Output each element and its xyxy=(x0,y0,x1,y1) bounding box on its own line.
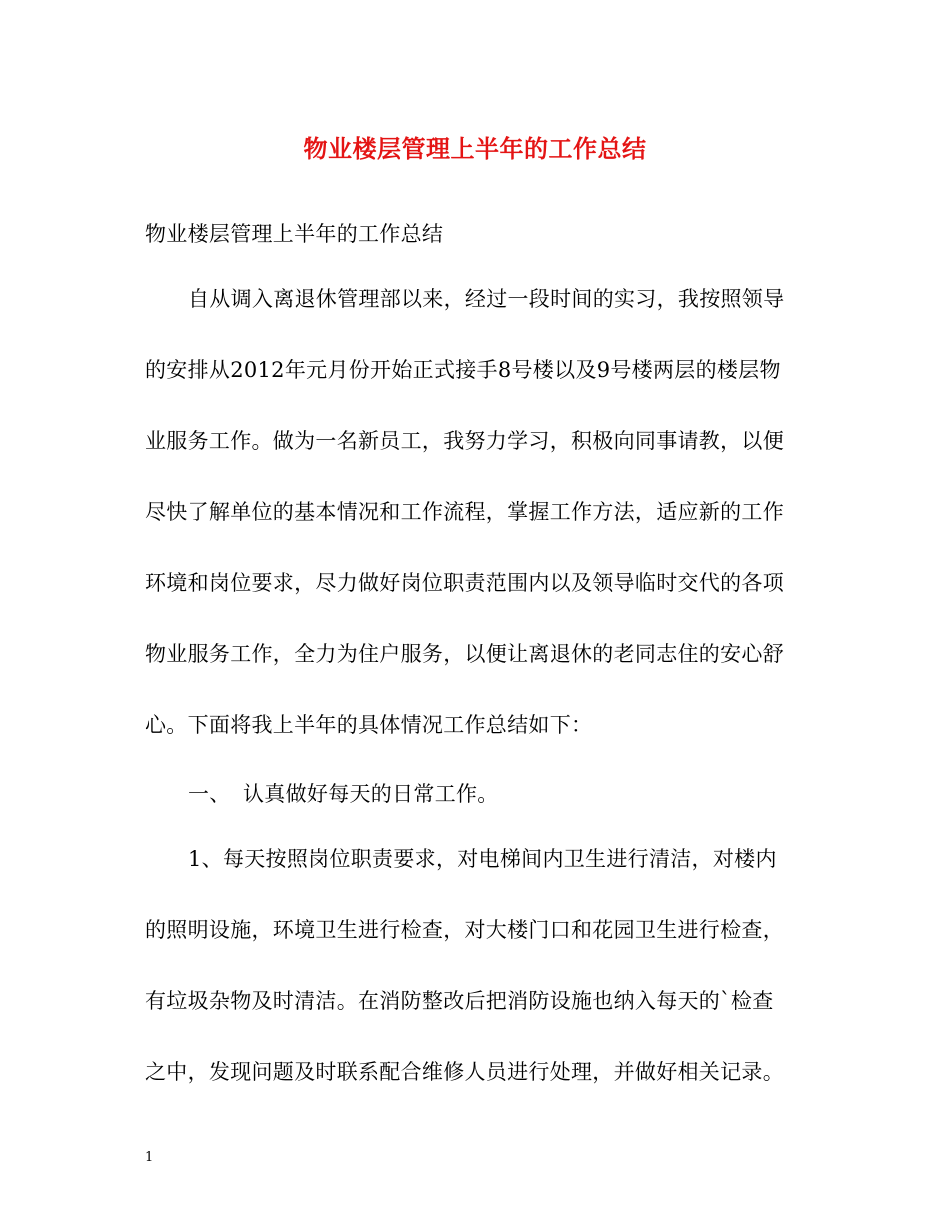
paragraph-line: 业服务工作。做为一名新员工，我努力学习，积极向同事请教，以便 xyxy=(145,429,784,453)
paragraph-line: 心。下面将我上半年的具体情况工作总结如下： xyxy=(145,713,593,737)
paragraph-line: 尽快了解单位的基本情况和工作流程，掌握工作方法，适应新的工作 xyxy=(145,500,784,524)
paragraph-line: 之中，发现问题及时联系配合维修人员进行处理，并做好相关记录。 xyxy=(145,1060,784,1084)
document-title: 物业楼层管理上半年的工作总结 xyxy=(303,134,647,163)
page-number: 1 xyxy=(145,1150,154,1165)
paragraph-line: 1、每天按照岗位职责要求，对电梯间内卫生进行清洁，对楼内 xyxy=(188,847,777,871)
paragraph-line: 物业服务工作，全力为住户服务，以便让离退休的老同志住的安心舒 xyxy=(145,642,784,666)
section-heading: 认真做好每天的日常工作。 xyxy=(243,782,499,806)
paragraph-line: 有垃圾杂物及时清洁。在消防整改后把消防设施也纳入每天的`检查 xyxy=(145,989,774,1013)
paragraph-line: 环境和岗位要求，尽力做好岗位职责范围内以及领导临时交代的各项 xyxy=(145,571,784,595)
paragraph-line: 的照明设施，环境卫生进行检查，对大楼门口和花园卫生进行检查， xyxy=(145,918,784,942)
paragraph-line: 自从调入离退休管理部以来，经过一段时间的实习，我按照领导 xyxy=(188,287,785,311)
document-subtitle: 物业楼层管理上半年的工作总结 xyxy=(145,222,444,246)
paragraph-line: 的安排从2012年元月份开始正式接手8号楼以及9号楼两层的楼层物 xyxy=(145,358,781,382)
section-number: 一、 xyxy=(188,782,231,806)
